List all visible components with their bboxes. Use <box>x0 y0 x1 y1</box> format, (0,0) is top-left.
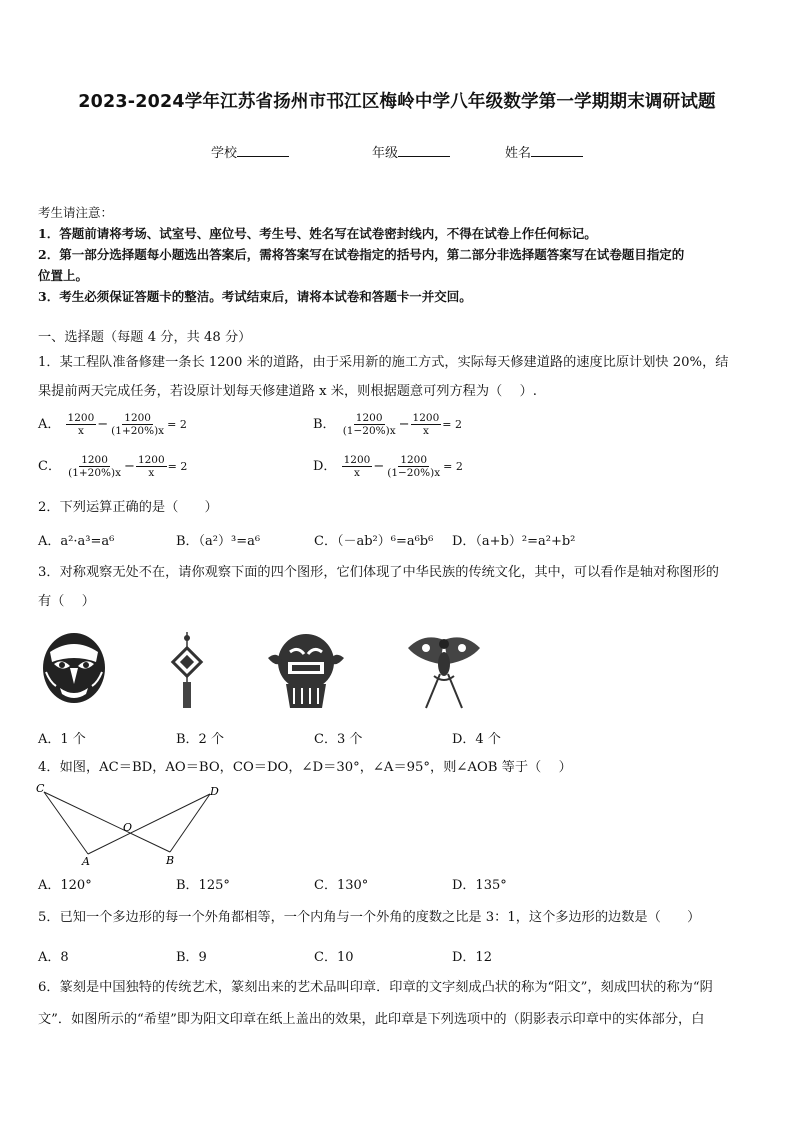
name-blank[interactable] <box>531 144 583 157</box>
question-4-option-c[interactable]: C．130° <box>314 878 369 893</box>
point-label-d: D <box>210 785 219 798</box>
notice-item: 2．第一部分选择题每小题选出答案后，需将答案写在试卷指定的括号内，第二部分非选择题答案写在试卷题目指定的 <box>38 247 685 262</box>
equation-rhs: = 2 <box>443 460 463 473</box>
notice-item: 位置上。 <box>38 268 89 283</box>
question-3-line: 有（ ） <box>38 594 95 609</box>
grade-field[interactable] <box>372 142 450 161</box>
question-5-option-c[interactable]: C．10 <box>314 950 354 965</box>
option-label: D． <box>313 459 337 474</box>
fraction-denominator: x <box>77 425 84 437</box>
fraction-denominator: (1+20%)x <box>68 467 122 479</box>
notice-heading: 考生请注意： <box>38 205 114 220</box>
fraction-numerator: 1200 <box>67 412 95 424</box>
fraction-denominator: (1−20%)x <box>387 467 441 479</box>
question-2-stem: 2．下列运算正确的是（ ） <box>38 500 218 515</box>
notice-item: 1．答题前请将考场、试室号、座位号、考生号、姓名写在试卷密封线内，不得在试卷上作任何标记。 <box>38 226 597 241</box>
grade-label: 年级 <box>372 146 399 161</box>
exam-notice <box>38 202 763 307</box>
school-label: 学校 <box>211 146 238 161</box>
grade-blank[interactable] <box>398 144 450 157</box>
question-5-option-d[interactable]: D．12 <box>452 950 492 965</box>
question-3-option-b[interactable]: B．2 个 <box>176 732 224 747</box>
notice-item: 3．考生必须保证答题卡的整洁。考试结束后，请将本试卷和答题卡一并交回。 <box>38 289 472 304</box>
fraction-denominator: x <box>422 425 429 437</box>
page-title: 2023-2024学年江苏省扬州市邗江区梅岭中学八年级数学第一学期期末调研试题 <box>78 92 716 112</box>
point-label-a: A <box>82 855 90 868</box>
question-1-line: 1．某工程队准备修建一条长 1200 米的道路，由于采用新的施工方式，实际每天修建道路的速度比原计划快 20%，结 <box>38 355 729 370</box>
question-6-line: 文”．如图所示的“希望”即为阳文印章在纸上盖出的效果，此印章是下列选项中的（阴影表示印章中的实体部分，白 <box>38 1012 705 1027</box>
question-1-option-b[interactable]: B． $\frac{1200}{(1-20\%)x}$ − $\frac{1200}{x}$ = 2 <box>313 412 462 437</box>
fraction-numerator: 1200 <box>81 454 108 466</box>
question-4-stem: 4．如图，AC＝BD，AO＝BO，CO＝DO，∠D＝30°，∠A＝95°，则∠AOB 等于（ ） <box>38 760 572 775</box>
question-4-option-a[interactable]: A．120° <box>38 878 92 893</box>
chinese-knot-figure <box>170 632 204 710</box>
question-6-stem <box>38 972 760 1036</box>
fraction-numerator: 1200 <box>400 454 428 466</box>
name-field[interactable] <box>505 142 583 161</box>
question-4-option-b[interactable]: B．125° <box>176 878 230 893</box>
question-1-line: 果提前两天完成任务，若设原计划每天修建道路 x 米，则根据题意可列方程为（ ）. <box>38 384 537 399</box>
equation-rhs: = 2 <box>167 418 187 431</box>
question-5-option-b[interactable]: B．9 <box>176 950 207 965</box>
equation-rhs: = 2 <box>167 460 188 473</box>
segment-ad <box>88 794 210 854</box>
question-1-option-c[interactable]: C． $\frac{1200}{(1+20\%)x}$ − $\frac{1200}{x}$ = 2 <box>38 454 188 479</box>
school-field[interactable] <box>211 142 289 161</box>
fraction-denominator: x <box>353 467 360 479</box>
question-3-stem <box>38 558 760 616</box>
school-blank[interactable] <box>237 144 289 157</box>
question-1-option-a[interactable]: A． $\frac{1200}{x}$ − $\frac{1200}{(1+20\%)x}$ = 2 <box>38 412 187 437</box>
point-label-b: B <box>166 854 175 867</box>
segment-bd <box>170 794 210 852</box>
question-4-option-d[interactable]: D．135° <box>452 878 507 893</box>
point-label-o: O <box>123 821 133 834</box>
segment-cb <box>44 792 170 852</box>
kite-figure <box>404 630 484 710</box>
fraction-denominator: (1+20%)x <box>111 425 165 437</box>
fraction-denominator: (1−20%)x <box>342 425 396 437</box>
question-2-option-d[interactable]: D．（a+b）²=a²+b² <box>452 534 576 549</box>
question-3-line: 3．对称观察无处不在，请你观察下面的四个图形，它们体现了中华民族的传统文化，其中，可以看作是轴对称图形的 <box>38 565 719 580</box>
fraction-numerator: 1200 <box>343 454 371 466</box>
question-3-option-d[interactable]: D．4 个 <box>452 732 501 747</box>
geometry-figure <box>34 780 234 868</box>
point-label-c: C <box>36 782 45 795</box>
opera-mask-figure <box>40 632 108 706</box>
tiger-head-figure <box>266 628 346 710</box>
section-heading: 一、选择题（每题 4 分，共 48 分） <box>38 330 252 345</box>
fraction-numerator: 1200 <box>124 412 151 424</box>
option-label: C． <box>38 459 61 474</box>
fraction-numerator: 1200 <box>137 454 165 466</box>
segment-ca <box>44 792 88 854</box>
question-2-option-c[interactable]: C．（－ab²）⁶=a⁶b⁶ <box>314 534 434 549</box>
question-1-option-d[interactable]: D． $\frac{1200}{x}$ − $\frac{1200}{(1-20\%)x}$ = 2 <box>313 454 463 479</box>
question-1-stem <box>38 348 760 406</box>
fraction-numerator: 1200 <box>412 412 440 424</box>
question-5-option-a[interactable]: A．8 <box>38 950 69 965</box>
fraction-denominator: x <box>148 467 155 479</box>
question-6-line: 6．篆刻是中国独特的传统艺术，篆刻出来的艺术品叫印章．印章的文字刻成凸状的称为“阳文”，刻成凹状的称为“阴 <box>38 980 713 995</box>
option-label: B． <box>313 417 336 432</box>
equation-rhs: = 2 <box>442 418 462 431</box>
option-label: A． <box>38 417 61 432</box>
question-2-option-a[interactable]: A．a²·a³=a⁶ <box>38 534 115 549</box>
fraction-numerator: 1200 <box>355 412 383 424</box>
question-5-stem: 5．已知一个多边形的每一个外角都相等，一个内角与一个外角的度数之比是 3：1，这个多边形的边数是（ ） <box>38 910 701 925</box>
question-3-option-a[interactable]: A．1 个 <box>38 732 86 747</box>
question-2-option-b[interactable]: B．（a²）³=a⁶ <box>176 534 261 549</box>
question-3-option-c[interactable]: C．3 个 <box>314 732 363 747</box>
name-label: 姓名 <box>505 146 532 161</box>
